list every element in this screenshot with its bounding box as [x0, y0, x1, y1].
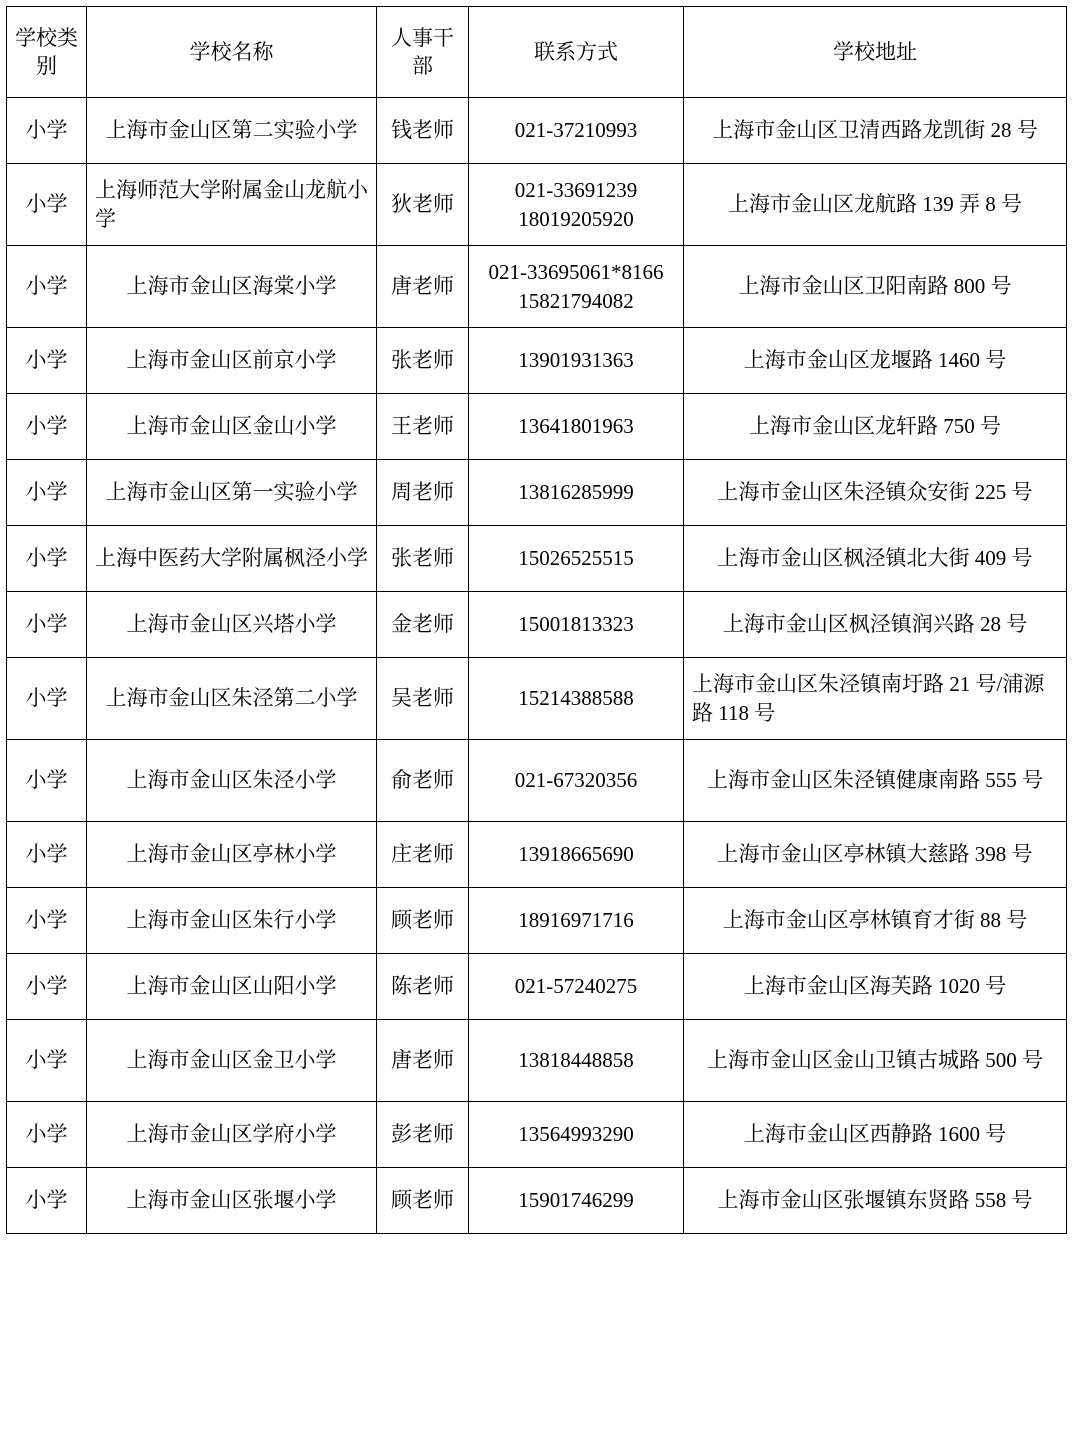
column-header-school-name: 学校名称: [87, 7, 377, 98]
cell-address: 上海市金山区西静路 1600 号: [684, 1102, 1067, 1168]
cell-school-name: 上海市金山区朱行小学: [87, 888, 377, 954]
cell-contact: [469, 1168, 684, 1234]
cell-school-name: 上海市金山区朱泾第二小学: [87, 658, 377, 740]
cell-school-type: 小学: [7, 888, 87, 954]
table-row: [7, 1102, 1067, 1168]
table-row: [7, 460, 1067, 526]
cell-school-name: 上海市金山区金卫小学: [87, 1020, 377, 1102]
cell-school-type: 小学: [7, 822, 87, 888]
contact-line: 15001813323: [518, 612, 634, 637]
cell-school-name: 上海市金山区学府小学: [87, 1102, 377, 1168]
cell-contact: [469, 954, 684, 1020]
cell-address: 上海市金山区卫清西路龙凯街 28 号: [684, 98, 1067, 164]
cell-staff: 钱老师: [377, 98, 469, 164]
table-row: [7, 954, 1067, 1020]
contact-line: 021-37210993: [514, 118, 638, 143]
table-row: [7, 592, 1067, 658]
cell-staff: 吴老师: [377, 658, 469, 740]
cell-school-type: 小学: [7, 1102, 87, 1168]
cell-contact: [469, 1020, 684, 1102]
cell-staff: 周老师: [377, 460, 469, 526]
table-row: [7, 246, 1067, 328]
contact-line: 13818448858: [518, 1048, 634, 1073]
contact-line: 13641801963: [518, 414, 634, 439]
cell-address: 上海市金山区亭林镇育才街 88 号: [684, 888, 1067, 954]
table-row: [7, 822, 1067, 888]
contact-line: 15821794082: [518, 288, 634, 313]
column-header-staff: 人事干部: [377, 7, 469, 98]
cell-school-name: 上海市金山区前京小学: [87, 328, 377, 394]
contact-line: 18916971716: [518, 908, 634, 933]
cell-school-type: 小学: [7, 98, 87, 164]
cell-school-name: 上海市金山区第二实验小学: [87, 98, 377, 164]
table-row: [7, 1020, 1067, 1102]
cell-school-type: 小学: [7, 246, 87, 328]
cell-address: 上海市金山区枫泾镇北大街 409 号: [684, 526, 1067, 592]
contact-line: 021-33695061*8166: [488, 260, 664, 285]
cell-staff: 陈老师: [377, 954, 469, 1020]
cell-contact: [469, 164, 684, 246]
cell-address: 上海市金山区金山卫镇古城路 500 号: [684, 1020, 1067, 1102]
cell-address: 上海市金山区亭林镇大慈路 398 号: [684, 822, 1067, 888]
table-row: [7, 658, 1067, 740]
contact-line: 13901931363: [518, 348, 634, 373]
table-row: [7, 888, 1067, 954]
contact-line: 15214388588: [518, 686, 634, 711]
cell-staff: 金老师: [377, 592, 469, 658]
cell-address: 上海市金山区卫阳南路 800 号: [684, 246, 1067, 328]
cell-address: 上海市金山区龙航路 139 弄 8 号: [684, 164, 1067, 246]
cell-contact: [469, 98, 684, 164]
cell-school-type: 小学: [7, 1020, 87, 1102]
cell-school-name: 上海市金山区兴塔小学: [87, 592, 377, 658]
cell-school-type: 小学: [7, 954, 87, 1020]
cell-address: 上海市金山区龙堰路 1460 号: [684, 328, 1067, 394]
cell-school-name: 上海市金山区朱泾小学: [87, 740, 377, 822]
cell-staff: 张老师: [377, 526, 469, 592]
cell-address: 上海市金山区张堰镇东贤路 558 号: [684, 1168, 1067, 1234]
cell-school-type: 小学: [7, 460, 87, 526]
cell-contact: [469, 526, 684, 592]
cell-contact: [469, 460, 684, 526]
contact-line: 021-57240275: [514, 974, 638, 999]
contact-line: 15901746299: [518, 1188, 634, 1213]
cell-staff: 唐老师: [377, 246, 469, 328]
school-contact-table: [6, 6, 1067, 1234]
cell-address: 上海市金山区朱泾镇健康南路 555 号: [684, 740, 1067, 822]
header-row: [7, 7, 1067, 98]
table-header: [7, 7, 1067, 98]
cell-staff: 唐老师: [377, 1020, 469, 1102]
cell-staff: 顾老师: [377, 888, 469, 954]
cell-school-type: 小学: [7, 592, 87, 658]
cell-school-name: 上海市金山区张堰小学: [87, 1168, 377, 1234]
cell-address: 上海市金山区海芙路 1020 号: [684, 954, 1067, 1020]
cell-school-name: 上海师范大学附属金山龙航小学: [87, 164, 377, 246]
table-row: [7, 1168, 1067, 1234]
cell-staff: 彭老师: [377, 1102, 469, 1168]
cell-school-type: 小学: [7, 328, 87, 394]
cell-school-type: 小学: [7, 1168, 87, 1234]
table-row: [7, 740, 1067, 822]
contact-line: 13564993290: [518, 1122, 634, 1147]
contact-line: 13816285999: [518, 480, 634, 505]
cell-school-name: 上海市金山区第一实验小学: [87, 460, 377, 526]
cell-contact: [469, 394, 684, 460]
cell-school-name: 上海市金山区金山小学: [87, 394, 377, 460]
cell-school-name: 上海市金山区亭林小学: [87, 822, 377, 888]
contact-line: 021-33691239: [514, 178, 638, 203]
cell-staff: 顾老师: [377, 1168, 469, 1234]
cell-contact: [469, 822, 684, 888]
cell-contact: [469, 328, 684, 394]
cell-school-type: 小学: [7, 740, 87, 822]
cell-address: 上海市金山区龙轩路 750 号: [684, 394, 1067, 460]
table-row: [7, 526, 1067, 592]
cell-contact: [469, 246, 684, 328]
cell-address: 上海市金山区枫泾镇润兴路 28 号: [684, 592, 1067, 658]
cell-staff: 狄老师: [377, 164, 469, 246]
cell-contact: [469, 592, 684, 658]
cell-address: 上海市金山区朱泾镇众安街 225 号: [684, 460, 1067, 526]
cell-staff: 庄老师: [377, 822, 469, 888]
table-row: [7, 98, 1067, 164]
cell-school-type: 小学: [7, 658, 87, 740]
table-row: [7, 394, 1067, 460]
cell-school-type: 小学: [7, 164, 87, 246]
cell-address: 上海市金山区朱泾镇南圩路 21 号/浦源路 118 号: [684, 658, 1067, 740]
cell-school-name: 上海中医药大学附属枫泾小学: [87, 526, 377, 592]
column-header-school-type: 学校类别: [7, 7, 87, 98]
cell-contact: [469, 740, 684, 822]
cell-staff: 俞老师: [377, 740, 469, 822]
cell-contact: [469, 1102, 684, 1168]
cell-school-type: 小学: [7, 526, 87, 592]
cell-staff: 王老师: [377, 394, 469, 460]
contact-line: 021-67320356: [514, 768, 638, 793]
table-row: [7, 164, 1067, 246]
column-header-address: 学校地址: [684, 7, 1067, 98]
cell-school-name: 上海市金山区山阳小学: [87, 954, 377, 1020]
contact-line: 18019205920: [518, 206, 634, 231]
table-row: [7, 328, 1067, 394]
table-body: [7, 98, 1067, 1234]
cell-contact: [469, 658, 684, 740]
contact-line: 15026525515: [518, 546, 634, 571]
cell-contact: [469, 888, 684, 954]
cell-school-name: 上海市金山区海棠小学: [87, 246, 377, 328]
column-header-contact: 联系方式: [469, 7, 684, 98]
contact-line: 13918665690: [518, 842, 634, 867]
cell-school-type: 小学: [7, 394, 87, 460]
cell-staff: 张老师: [377, 328, 469, 394]
